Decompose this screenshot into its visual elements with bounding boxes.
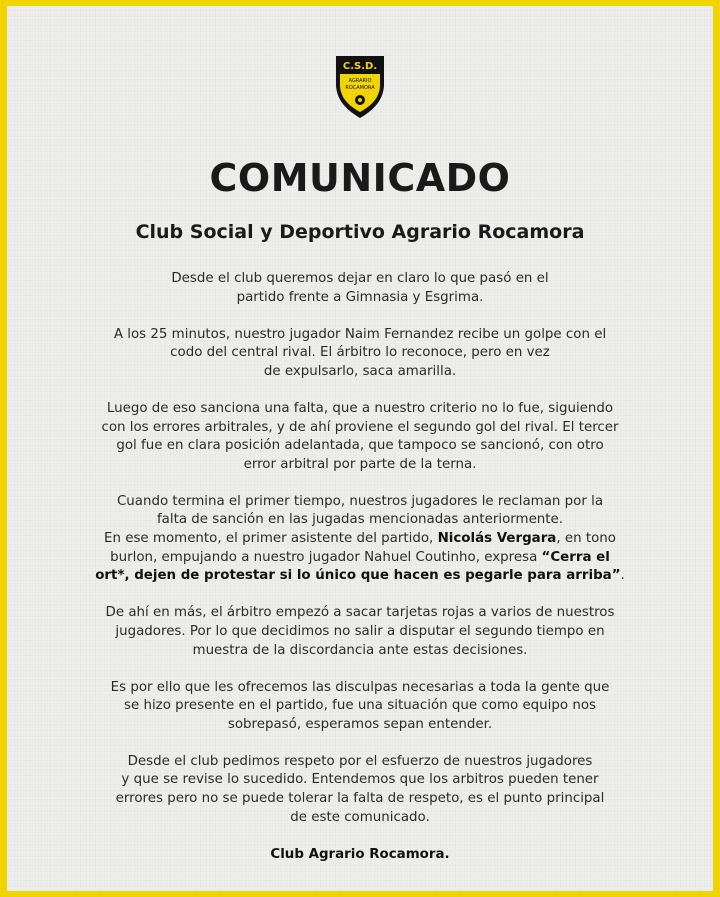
text-line: De ahí en más, el árbitro empezó a sacar tarjetas rojas a varios de nuestros bbox=[105, 605, 615, 621]
text-line: error arbitral por parte de la terna. bbox=[243, 456, 477, 472]
paragraph-3 bbox=[60, 400, 660, 474]
paragraph-7 bbox=[60, 753, 660, 827]
signature: Club Agrario Rocamora. bbox=[270, 846, 450, 862]
paragraph-5 bbox=[60, 604, 660, 660]
svg-text:C.S.D.: C.S.D. bbox=[342, 61, 378, 72]
text-line: Cuando termina el primer tiempo, nuestros jugadores le reclaman por la bbox=[116, 493, 604, 509]
text-fragment: , en tono bbox=[556, 531, 616, 547]
text-line: con los errores arbitrales, y de ahí proviene el segundo gol del rival. El tercer bbox=[101, 419, 619, 435]
quote-text: “Cerra el bbox=[541, 549, 610, 565]
text-line: codo del central rival. El árbitro lo reconoce, pero en vez bbox=[170, 345, 550, 361]
svg-text:AGRARIO: AGRARIO bbox=[348, 78, 372, 84]
text-line bbox=[60, 530, 660, 549]
text-line: se hizo presente en el partido, fue una situación que como equipo nos bbox=[123, 698, 596, 714]
text-line: A los 25 minutos, nuestro jugador Naim Fernandez recibe un golpe con el bbox=[113, 326, 607, 342]
text-line: Desde el club pedimos respeto por el esfuerzo de nuestros jugadores bbox=[127, 753, 593, 769]
svg-text:ROCAMORA: ROCAMORA bbox=[345, 85, 375, 91]
text-line: falta de sanción en las jugadas mencionadas anteriormente. bbox=[156, 512, 564, 528]
text-line: Es por ello que les ofrecemos las disculpas necesarias a toda la gente que bbox=[110, 679, 610, 695]
quote-text: ort*, dejen de protestar si lo único que hacen es pegarle para arriba” bbox=[95, 568, 621, 584]
paragraph-4 bbox=[60, 493, 660, 586]
referee-name: Nicolás Vergara bbox=[437, 531, 557, 547]
text-fragment: . bbox=[620, 568, 625, 584]
club-crest-logo bbox=[334, 54, 386, 120]
page-title: COMUNICADO bbox=[209, 156, 511, 200]
club-name-subtitle: Club Social y Deportivo Agrario Rocamora bbox=[135, 221, 585, 243]
text-fragment: En ese momento, el primer asistente del partido, bbox=[104, 531, 434, 547]
paragraph-1 bbox=[60, 270, 660, 307]
text-fragment: burlon, empujando a nuestro jugador Nahuel Coutinho, expresa bbox=[110, 549, 538, 565]
text-line: y que se revise lo sucedido. Entendemos que los arbitros pueden tener bbox=[121, 772, 599, 788]
text-line: de este comunicado. bbox=[290, 809, 430, 825]
statement-body bbox=[60, 270, 660, 883]
text-line: sobrepasó, esperamos sepan entender. bbox=[227, 716, 493, 732]
text-line: de expulsarlo, saca amarilla. bbox=[263, 363, 457, 379]
text-line: gol fue en clara posición adelantada, que tampoco se sancionó, con otro bbox=[116, 438, 604, 454]
text-line: Desde el club queremos dejar en claro lo que pasó en el bbox=[171, 271, 549, 286]
text-line: muestra de la discordancia ante estas decisiones. bbox=[192, 642, 528, 658]
text-line: jugadores. Por lo que decidimos no salir a disputar el segundo tiempo en bbox=[115, 623, 605, 639]
text-line bbox=[60, 549, 660, 568]
text-line: partido frente a Gimnasia y Esgrima. bbox=[236, 289, 484, 305]
text-line: Luego de eso sanciona una falta, que a nuestro criterio no lo fue, siguiendo bbox=[106, 400, 614, 416]
paragraph-2 bbox=[60, 326, 660, 382]
paragraph-6 bbox=[60, 679, 660, 735]
text-line: errores pero no se puede tolerar la falta de respeto, es el punto principal bbox=[115, 791, 605, 807]
text-line bbox=[60, 567, 660, 586]
